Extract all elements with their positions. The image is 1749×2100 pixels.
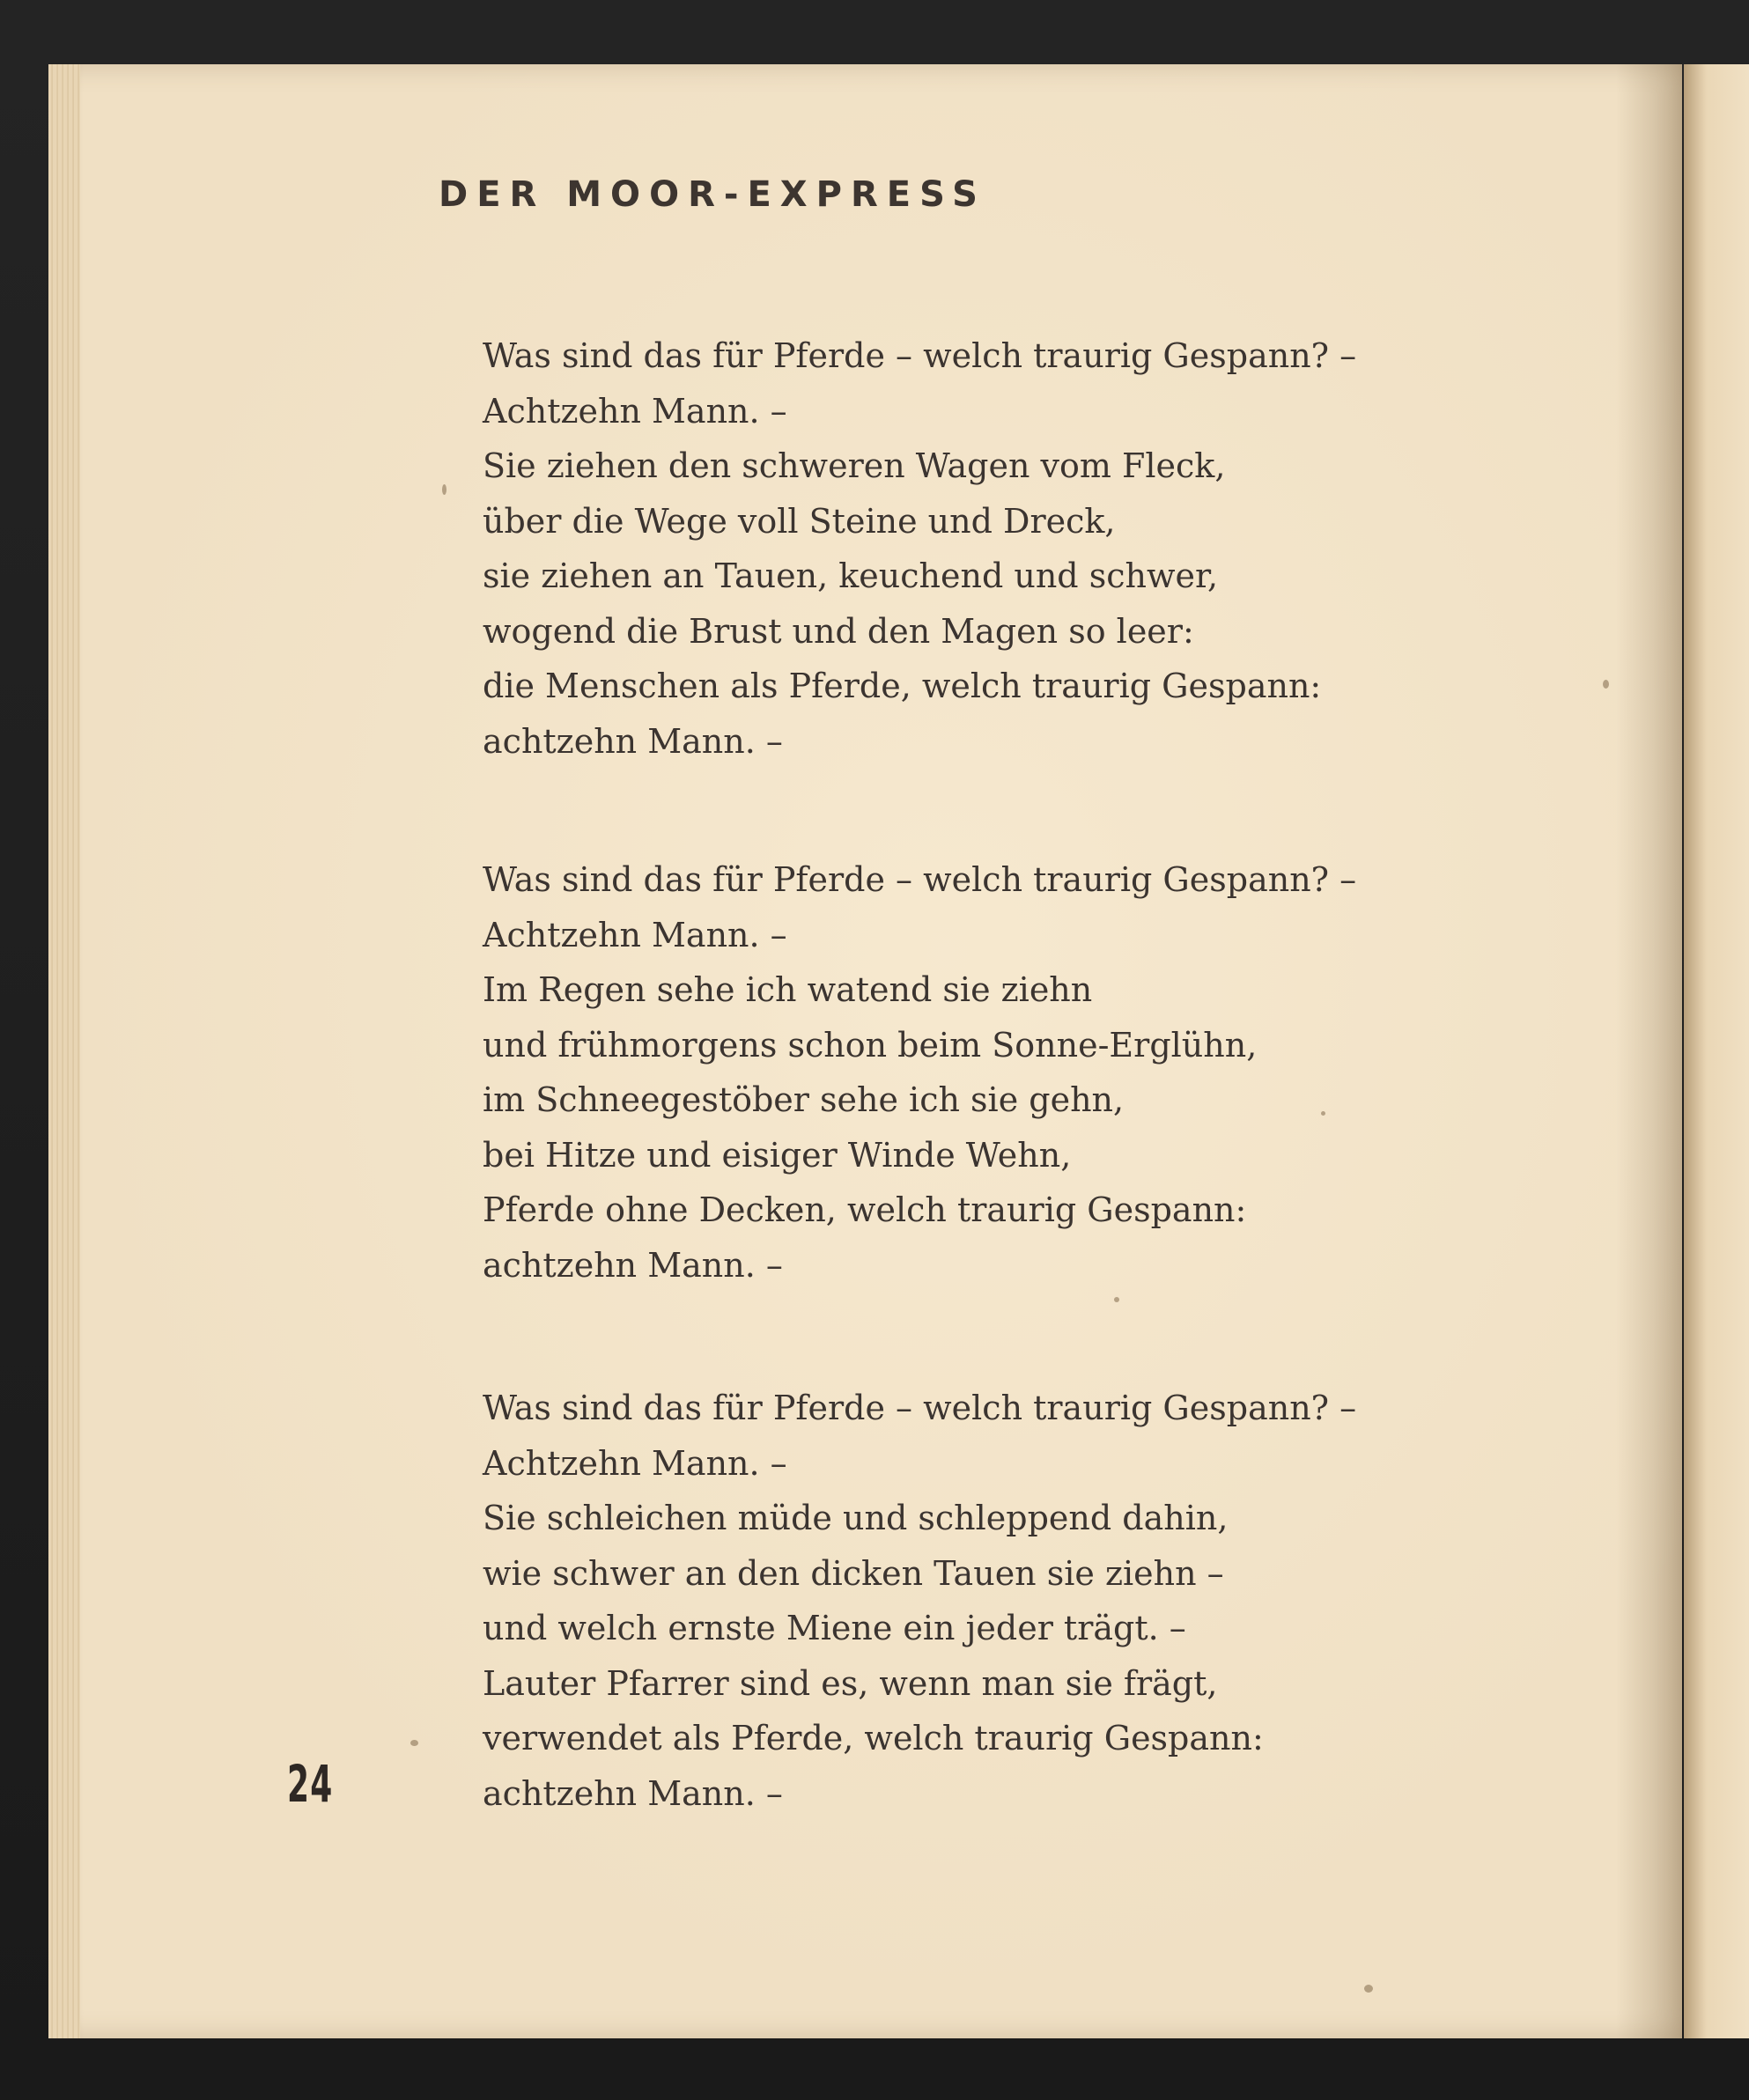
stanza-3 <box>483 1381 1356 1821</box>
verse-line: Sie ziehen den schweren Wagen vom Fleck, <box>483 446 1226 485</box>
page-title: DER MOOR-EXPRESS <box>439 174 986 215</box>
paper-speck <box>1603 680 1609 689</box>
verse-line: und welch ernste Miene ein jeder trägt. – <box>483 1609 1186 1647</box>
page-edges <box>48 64 80 2038</box>
verse-line: Achtzehn Mann. – <box>483 1443 787 1483</box>
stanza-2 <box>483 852 1356 1293</box>
verse-line: im Schneegestöber sehe ich sie gehn, <box>483 1080 1125 1119</box>
verse-line: Was sind das für Pferde – welch traurig Gespann? – <box>483 860 1357 899</box>
verse-line: wogend die Brust und den Magen so leer: <box>483 611 1194 651</box>
verse-line: Achtzehn Mann. – <box>483 915 787 954</box>
verse-line: Pferde ohne Decken, welch traurig Gespann: <box>483 1190 1247 1229</box>
verse-line: Was sind das für Pferde – welch traurig Gespann? – <box>483 336 1357 375</box>
verse-line: die Menschen als Pferde, welch traurig Gespann: <box>483 667 1322 705</box>
verse-line: Achtzehn Mann. – <box>483 391 787 431</box>
page-number: 24 <box>287 1754 334 1814</box>
verse-line: wie schwer an den dicken Tauen sie ziehn – <box>483 1553 1224 1593</box>
verse-line: sie ziehen an Tauen, keuchend und schwer, <box>483 556 1219 595</box>
verse-line: Lauter Pfarrer sind es, wenn man sie frägt, <box>483 1663 1218 1703</box>
verse-line: Im Regen sehe ich watend sie ziehn <box>483 970 1093 1009</box>
verse-line: achtzehn Mann. – <box>483 1773 783 1813</box>
adjacent-page-edge <box>1684 64 1749 2038</box>
paper-speck <box>442 484 446 495</box>
paper-speck <box>410 1740 418 1746</box>
verse-line: verwendet als Pferde, welch traurig Gespann: <box>483 1719 1264 1757</box>
verse-line: Sie schleichen müde und schleppend dahin, <box>483 1499 1229 1537</box>
verse-line: achtzehn Mann. – <box>483 721 783 761</box>
verse-line: über die Wege voll Steine und Dreck, <box>483 501 1116 541</box>
paper-speck <box>1114 1297 1119 1302</box>
verse-line: bei Hitze und eisiger Winde Wehn, <box>483 1135 1072 1175</box>
verse-line: achtzehn Mann. – <box>483 1245 783 1285</box>
paper-speck <box>1364 1985 1373 1993</box>
stanza-1 <box>483 328 1356 769</box>
paper-speck <box>1321 1111 1325 1116</box>
verse-line: Was sind das für Pferde – welch traurig Gespann? – <box>483 1389 1357 1427</box>
verse-line: und frühmorgens schon beim Sonne-Erglühn, <box>483 1025 1258 1065</box>
